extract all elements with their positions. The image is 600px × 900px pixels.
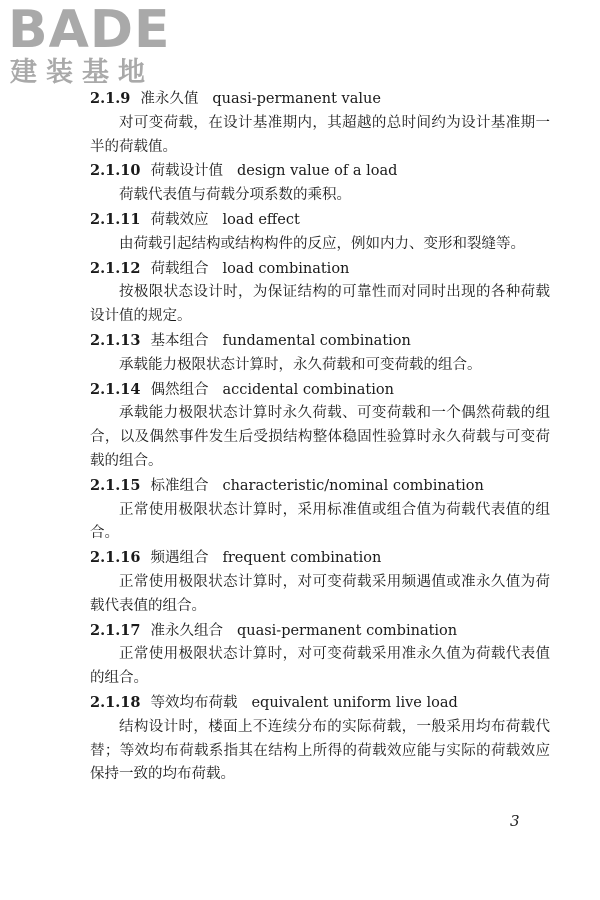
term-chinese-name: 基本组合 — [150, 332, 209, 349]
term-english-name: frequent combination — [222, 550, 382, 567]
term-chinese-name: 频遇组合 — [150, 550, 209, 567]
term-heading — [90, 474, 550, 499]
term-heading — [90, 159, 550, 184]
term-heading — [90, 87, 550, 112]
terms-list — [90, 87, 550, 787]
term-definition — [90, 499, 550, 547]
definition-line: 种荷载设计值的规定。 — [90, 284, 550, 325]
term-chinese-name: 荷载效应 — [150, 211, 209, 228]
term-heading — [90, 619, 550, 644]
term-heading — [90, 378, 550, 403]
term-number: 2.1.14 — [90, 380, 141, 398]
term-number: 2.1.12 — [90, 259, 141, 277]
definition-line: 缝等。 — [481, 235, 525, 252]
term-english-name: design value of a load — [236, 163, 398, 180]
logo-chinese-name: 建装基地 — [10, 57, 154, 88]
definition-line: 荷载代表值与荷载分项系数的乘积。 — [119, 187, 351, 204]
definition-line: 正常使用极限状态计算时，采用标准值或组合值为荷载代表 — [119, 501, 506, 518]
term-definition — [90, 643, 550, 691]
term-number: 2.1.11 — [90, 210, 141, 228]
term-english-name: load effect — [222, 211, 300, 228]
term-chinese-name: 准永久值 — [140, 91, 199, 107]
term-chinese-name: 等效均布荷载 — [150, 694, 238, 711]
bade-logo — [8, 0, 178, 90]
term-definition — [90, 281, 550, 329]
page-number: 3 — [510, 812, 520, 830]
term-english-name: characteristic/nominal combination — [222, 477, 484, 494]
term-english-name: load combination — [222, 260, 350, 277]
term-chinese-name: 荷载设计值 — [150, 163, 223, 180]
definition-line: 承载能力极限状态计算时，永久荷载和可变荷载的组合。 — [119, 356, 482, 373]
term-definition — [90, 233, 550, 257]
definition-line: 正常使用极限状态计算时，对可变荷载采用准永久值为荷载 — [119, 646, 506, 663]
term-english-name: accidental combination — [222, 381, 394, 398]
term-number: 2.1.17 — [90, 621, 141, 639]
definition-line: 对可变荷载，在设计基准期内，其超越的总时间约为设计基 — [119, 114, 506, 131]
definition-line: 承载能力极限状态计算时永久荷载、可变荷载和一个偶然荷 — [119, 405, 506, 422]
term-english-name: equivalent uniform live load — [251, 694, 458, 711]
term-definition — [90, 184, 550, 208]
definition-line: 结构设计时，楼面上不连续分布的实际荷载，一般采用均布 — [119, 718, 506, 735]
term-heading — [90, 257, 550, 282]
term-definition — [90, 571, 550, 619]
term-number: 2.1.13 — [90, 331, 141, 349]
term-heading — [90, 691, 550, 716]
definition-line: 际的荷载效应保持一致的均布荷载。 — [90, 742, 550, 783]
term-chinese-name: 准永久组合 — [150, 622, 223, 639]
definition-line: 值的组合。 — [90, 501, 550, 542]
definition-line: 按极限状态设计时，为保证结构的可靠性而对同时出现的各 — [119, 284, 506, 301]
term-definition — [90, 716, 550, 787]
definition-line: 载的组合，以及偶然事件发生后受损结构整体稳固性验算时永久 — [90, 405, 550, 446]
definition-line: 准期一半的荷载值。 — [90, 114, 550, 155]
term-number: 2.1.18 — [90, 693, 141, 711]
term-chinese-name: 偶然组合 — [150, 381, 209, 398]
term-heading — [90, 208, 550, 233]
term-number: 2.1.16 — [90, 549, 141, 567]
definition-line: 值为荷载代表值的组合。 — [90, 573, 550, 614]
term-number: 2.1.10 — [90, 162, 141, 180]
term-english-name: quasi-permanent combination — [236, 622, 458, 639]
term-chinese-name: 标准组合 — [150, 477, 209, 494]
term-heading — [90, 329, 550, 354]
term-definition — [90, 112, 550, 160]
term-definition — [90, 402, 550, 473]
term-chinese-name: 荷载组合 — [150, 260, 209, 277]
logo-wordmark: BADE — [8, 0, 171, 60]
term-number: 2.1.9 — [90, 90, 131, 107]
term-english-name: quasi-permanent value — [212, 91, 381, 107]
definition-line: 代表值的组合。 — [90, 646, 550, 687]
definition-line: 荷载代替；等效均布荷载系指其在结构上所得的荷载效应能与实 — [90, 718, 550, 759]
definition-line: 由荷载引起结构或结构构件的反应，例如内力、变形和裂 — [119, 235, 482, 252]
definition-line: 正常使用极限状态计算时，对可变荷载采用频遇值或准永久 — [119, 573, 506, 590]
term-english-name: fundamental combination — [222, 332, 411, 349]
term-definition — [90, 354, 550, 378]
definition-line: 荷载与可变荷载的组合。 — [90, 429, 550, 469]
term-heading — [90, 546, 550, 571]
term-number: 2.1.15 — [90, 476, 141, 494]
